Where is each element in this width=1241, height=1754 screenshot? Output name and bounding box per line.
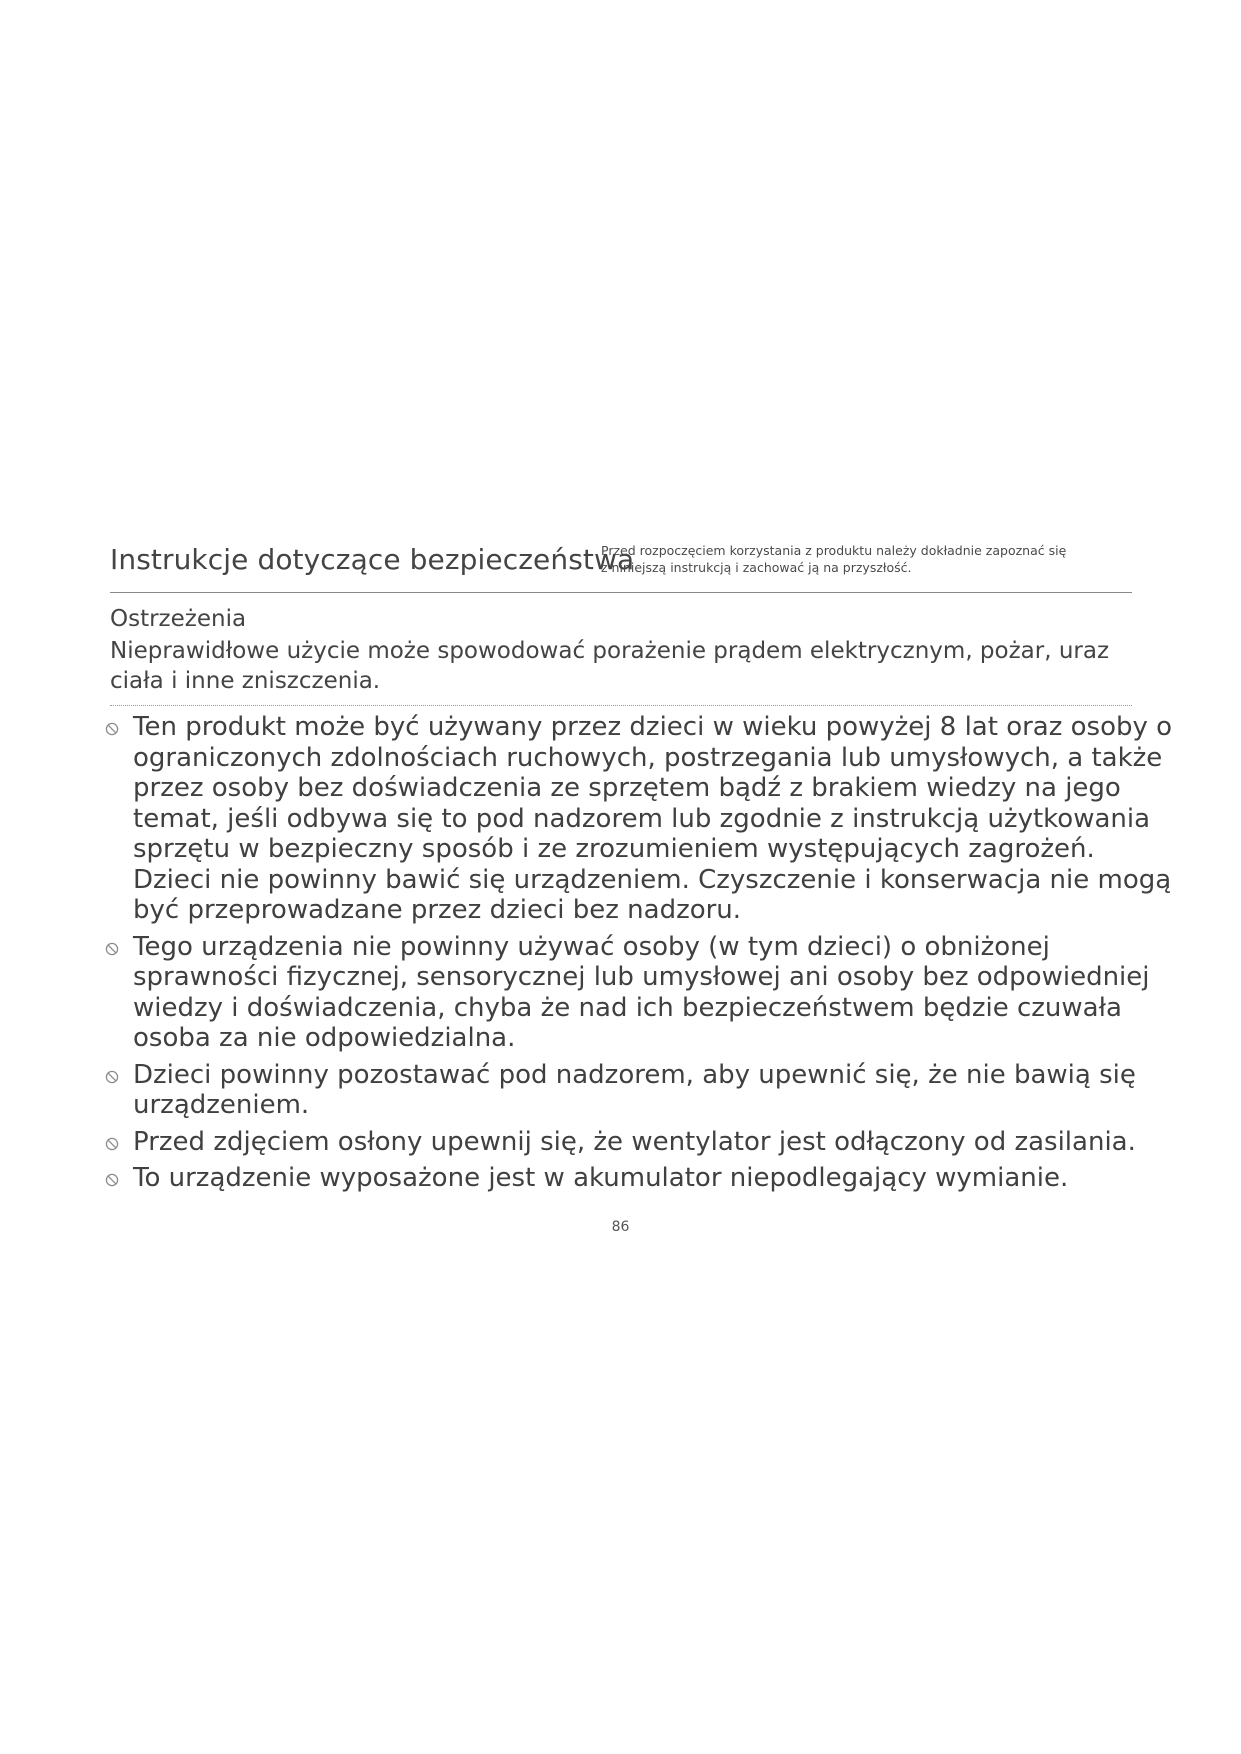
safety-item-line: ograniczonych zdolnościach ruchowych, postrzegania lub umysłowych, a także	[133, 742, 1163, 773]
safety-item-line: Przed zdjęciem osłony upewnij się, że wentylator jest odłączony od zasilania.	[133, 1126, 1136, 1157]
prohibited-icon	[105, 1137, 119, 1151]
safety-item	[103, 931, 1150, 1054]
safety-list	[103, 712, 1173, 1200]
safety-item	[103, 1060, 1143, 1121]
safety-item	[103, 712, 1173, 926]
prohibited-icon	[105, 942, 119, 956]
prohibited-icon	[105, 722, 119, 736]
prohibited-icon	[105, 1070, 119, 1084]
safety-item-line: osoba za nie odpowiedzialna.	[133, 1023, 516, 1053]
safety-item-line: Dzieci powinny pozostawać pod nadzorem, aby upewnić się, że nie bawią się	[133, 1059, 1136, 1090]
warnings-heading: Ostrzeżenia	[110, 606, 247, 632]
warnings-description	[110, 636, 1130, 696]
intro-note	[601, 543, 1121, 576]
safety-item-line: Dzieci nie powinny bawić się urządzeniem. Czyszczenie i konserwacja nie mogą	[133, 864, 1172, 895]
safety-item-line: urządzeniem.	[133, 1090, 310, 1120]
page-number: 86	[611, 1219, 630, 1235]
safety-item-line: Tego urządzenia nie powinny używać osoby (w tym dzieci) o obniżonej	[133, 931, 1050, 962]
safety-item-line: Ten produkt może być używany przez dzieci w wieku powyżej 8 lat oraz osoby o	[133, 712, 1173, 742]
safety-item-line: To urządzenie wyposażone jest w akumulator niepodlegający wymianie.	[133, 1163, 1069, 1193]
safety-item-line: sprawności fizycznej, sensorycznej lub umysłowej ani osoby bez odpowiedniej	[133, 962, 1150, 992]
safety-item-line: być przeprowadzane przez dzieci bez nadzoru.	[133, 895, 742, 925]
prohibited-icon	[105, 1173, 119, 1187]
safety-item-line: temat, jeśli odbywa się to pod nadzorem lub zgodnie z instrukcją użytkowania	[133, 803, 1151, 834]
dotted-divider	[110, 705, 1132, 706]
header-divider	[110, 592, 1132, 593]
intro-note-line: Przed rozpoczęciem korzystania z produktu należy dokładnie zapoznać się	[601, 543, 1067, 558]
safety-item	[103, 1163, 1143, 1194]
safety-item	[103, 1127, 1143, 1158]
page-title: Instrukcje dotyczące bezpieczeństwa	[110, 543, 635, 576]
safety-item-line: przez osoby bez doświadczenia ze sprzętem bądź z brakiem wiedzy na jego	[133, 773, 1121, 803]
safety-item-line: wiedzy i doświadczenia, chyba że nad ich bezpieczeństwem będzie czuwała	[133, 992, 1122, 1023]
warnings-description-line: ciała i inne zniszczenia.	[110, 668, 381, 694]
section-header	[110, 538, 1132, 590]
warnings-description-line: Nieprawidłowe użycie może spowodować porażenie prądem elektrycznym, pożar, uraz	[110, 638, 1110, 664]
safety-item-line: sprzętu w bezpieczny sposób i ze zrozumieniem występujących zagrożeń.	[133, 834, 1095, 864]
intro-note-line: z niniejszą instrukcją i zachować ją na przyszłość.	[601, 559, 912, 575]
